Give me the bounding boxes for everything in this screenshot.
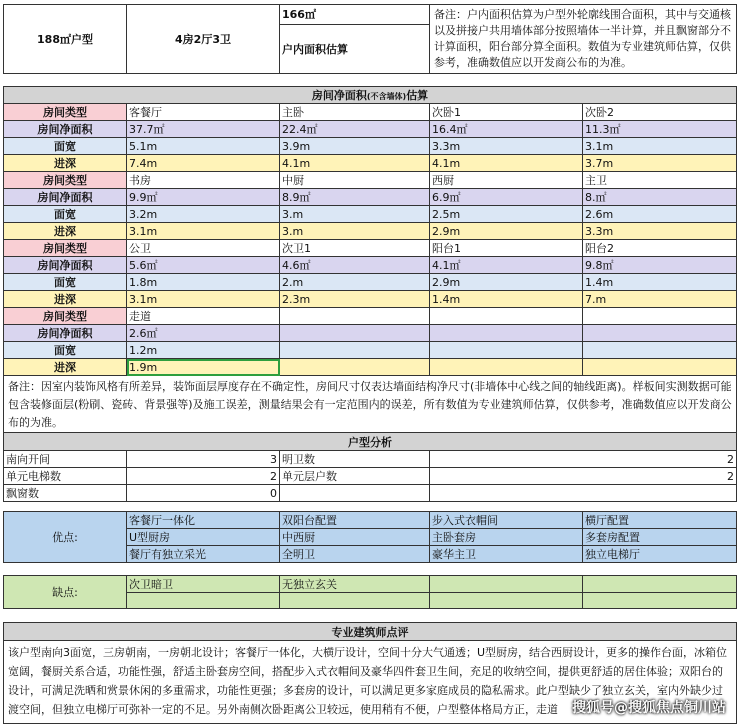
room-row [4,359,737,376]
room-row-label: 面宽 [4,206,127,223]
room-area-cell: 9.8㎡ [583,257,737,274]
analysis-value: 2 [430,451,737,468]
pros-item: 中西厨 [280,529,430,546]
pros-item: 双阳台配置 [280,512,430,529]
room-width-cell [430,342,583,359]
pros-item: 步入式衣帽间 [430,512,583,529]
room-type-cell: 公卫 [127,240,280,257]
room-width-cell: 3.1m [583,138,737,155]
room-table-note: 备注：因室内装饰风格有所差异，装饰面层厚度存在不确定性，房间尺寸仅表达墙面结构净尺寸(非墙体中心线之间的轴线距离)。样板间实测数据可能包含装修面层(粉刷、瓷砖、背景强等)及施工误差，测量结果会有一定范围内的误差，所有数值为专业建筑师估算，仅供参考，准确数值应以开发商公布的为准。 [4,376,737,435]
cons-label: 缺点: [4,576,127,609]
room-depth-cell: 3.m [280,223,430,240]
cons-row [4,576,737,593]
unit-label: 188㎡户型 [4,5,127,74]
room-width-cell: 1.4m [583,274,737,291]
analysis-row [4,485,737,502]
pros-item: 豪华主卫 [430,546,583,563]
room-depth-cell: 7.m [583,291,737,308]
room-width-cell: 5.1m [127,138,280,155]
room-area-cell: 4.1㎡ [430,257,583,274]
room-type-cell: 西厨 [430,172,583,189]
room-row-label: 进深 [4,291,127,308]
pros-item: U型厨房 [127,529,280,546]
pros-table [3,511,737,563]
room-depth-cell: 7.4m [127,155,280,172]
analysis-label: 明卫数 [280,451,430,468]
room-width-cell: 3.9m [280,138,430,155]
analysis-value: 2 [127,468,280,485]
room-area-cell: 37.7㎡ [127,121,280,138]
pros-item: 横厅配置 [583,512,737,529]
pros-item: 全明卫 [280,546,430,563]
review-title: 专业建筑师点评 [4,623,737,641]
room-area-cell: 4.6㎡ [280,257,430,274]
cons-item [430,593,583,609]
cons-item: 无独立玄关 [280,576,430,593]
pros-item: 主卧套房 [430,529,583,546]
room-row-label: 进深 [4,155,127,172]
room-width-cell: 2.5m [430,206,583,223]
room-width-cell: 2.9m [430,274,583,291]
area-label: 户内面积估算 [280,24,430,73]
room-row [4,257,737,274]
room-row [4,189,737,206]
review-text: 该户型南向3面宽，三房朝南，一房朝北设计；客餐厅一体化，大横厅设计，空间十分大气通透；U型厨房，结合西厨设计，更多的操作台面，冰箱位宽阔，餐厨关系合适，功能性强，舒适主卧套房空间，搭配步入式衣帽间及豪华四件套卫生间，充足的收纳空间，提供更舒适的居住体验；双阳台的设计，可满足洗晒和赏景休闲的多重需求，功能性更强；多套房的设计，可以满足更多家庭成员的隐私需求。此户型缺少了独立玄关，室内外缺少过渡空间，但独立电梯厅可弥补一定的不足。另外南侧次卧距离公卫较远，使用稍有不便，户型整体格局方正，走道 [4,641,737,724]
room-width-cell: 2.m [280,274,430,291]
room-row [4,308,737,325]
room-depth-cell [280,359,430,376]
cons-item [127,593,280,609]
room-row-label: 面宽 [4,138,127,155]
room-row-label: 房间净面积 [4,121,127,138]
room-row-label: 进深 [4,223,127,240]
room-depth-cell: 1.9m [127,359,280,376]
analysis-label: 单元电梯数 [4,468,127,485]
room-row-label: 房间类型 [4,308,127,325]
room-depth-cell: 4.1m [280,155,430,172]
room-area-cell: 16.4㎡ [430,121,583,138]
room-depth-cell: 1.4m [430,291,583,308]
room-type-cell: 中厨 [280,172,430,189]
room-row-label: 房间类型 [4,104,127,121]
room-table [3,86,737,435]
room-row-label: 房间类型 [4,240,127,257]
room-type-cell: 次卧1 [430,104,583,121]
room-width-cell: 3.3m [430,138,583,155]
room-area-cell: 8.9㎡ [280,189,430,206]
room-width-cell [583,342,737,359]
room-type-cell: 走道 [127,308,280,325]
analysis-value: 3 [127,451,280,468]
room-row-label: 房间净面积 [4,257,127,274]
watermark: 搜狐号@搜狐焦点铜川站 [572,700,726,716]
room-row [4,172,737,189]
room-width-cell [280,342,430,359]
analysis-row [4,451,737,468]
header-note: 备注：户内面积估算为户型外轮廓线围合面积，其中与交通核以及拼接户共用墙体部分按照墙体一半计算，并且飘窗部分不计算面积，阳台部分算全面积。数值为专业建筑师估算，仅供参考，准确数值应以开发商公布的为准。 [430,5,737,74]
room-depth-cell: 2.3m [280,291,430,308]
room-area-cell [280,325,430,342]
room-row-label: 房间净面积 [4,325,127,342]
room-type-cell [583,308,737,325]
room-row-label: 房间类型 [4,172,127,189]
room-area-cell: 8.㎡ [583,189,737,206]
cons-item [280,593,430,609]
room-width-cell: 2.6m [583,206,737,223]
room-type-cell: 主卧 [280,104,430,121]
analysis-table [3,432,737,502]
room-area-cell: 22.4㎡ [280,121,430,138]
room-type-cell: 次卧2 [583,104,737,121]
room-row-label: 面宽 [4,274,127,291]
room-area-cell: 6.9㎡ [430,189,583,206]
room-depth-cell: 2.9m [430,223,583,240]
room-width-cell: 1.8m [127,274,280,291]
pros-item: 餐厅有独立采光 [127,546,280,563]
pros-label: 优点: [4,512,127,563]
room-depth-cell: 4.1m [430,155,583,172]
room-type-cell: 阳台2 [583,240,737,257]
pros-item: 多套房配置 [583,529,737,546]
room-area-cell: 5.6㎡ [127,257,280,274]
room-area-cell: 9.9㎡ [127,189,280,206]
room-depth-cell: 3.1m [127,291,280,308]
analysis-label [280,485,430,502]
room-row-label: 房间净面积 [4,189,127,206]
analysis-row [4,468,737,485]
room-row [4,121,737,138]
room-row [4,104,737,121]
room-type-cell [430,308,583,325]
room-row-label: 面宽 [4,342,127,359]
pros-item: 客餐厅一体化 [127,512,280,529]
header-table [3,4,737,74]
analysis-title: 户型分析 [4,433,737,451]
room-area-cell: 2.6㎡ [127,325,280,342]
room-depth-cell: 3.3m [583,223,737,240]
cons-item [583,593,737,609]
room-row [4,240,737,257]
room-row-label: 进深 [4,359,127,376]
room-width-cell: 1.2m [127,342,280,359]
room-type-cell: 阳台1 [430,240,583,257]
pros-item: 独立电梯厅 [583,546,737,563]
room-row [4,291,737,308]
room-area-cell: 11.3㎡ [583,121,737,138]
room-type-cell: 客餐厅 [127,104,280,121]
room-row [4,223,737,240]
room-width-cell: 3.m [280,206,430,223]
cons-item [583,576,737,593]
pros-row [4,512,737,529]
room-depth-cell [430,359,583,376]
cons-table [3,575,737,609]
room-area-cell [583,325,737,342]
cons-item: 次卫暗卫 [127,576,280,593]
room-row [4,206,737,223]
analysis-value: 0 [127,485,280,502]
analysis-label: 单元层户数 [280,468,430,485]
room-depth-cell: 3.7m [583,155,737,172]
room-row [4,155,737,172]
cons-item [430,576,583,593]
room-row [4,274,737,291]
room-area-cell [430,325,583,342]
analysis-label: 南向开间 [4,451,127,468]
room-type-cell: 主卫 [583,172,737,189]
layout-label: 4房2厅3卫 [127,5,280,74]
area-value: 166㎡ [280,5,430,25]
analysis-value [430,485,737,502]
room-row [4,325,737,342]
room-depth-cell [583,359,737,376]
analysis-label: 飘窗数 [4,485,127,502]
room-type-cell [280,308,430,325]
room-row [4,138,737,155]
analysis-value: 2 [430,468,737,485]
room-type-cell: 书房 [127,172,280,189]
room-table-title: 房间净面积(不含墙体)估算 [4,87,737,104]
room-type-cell: 次卫1 [280,240,430,257]
room-depth-cell: 3.1m [127,223,280,240]
room-width-cell: 3.2m [127,206,280,223]
room-row [4,342,737,359]
